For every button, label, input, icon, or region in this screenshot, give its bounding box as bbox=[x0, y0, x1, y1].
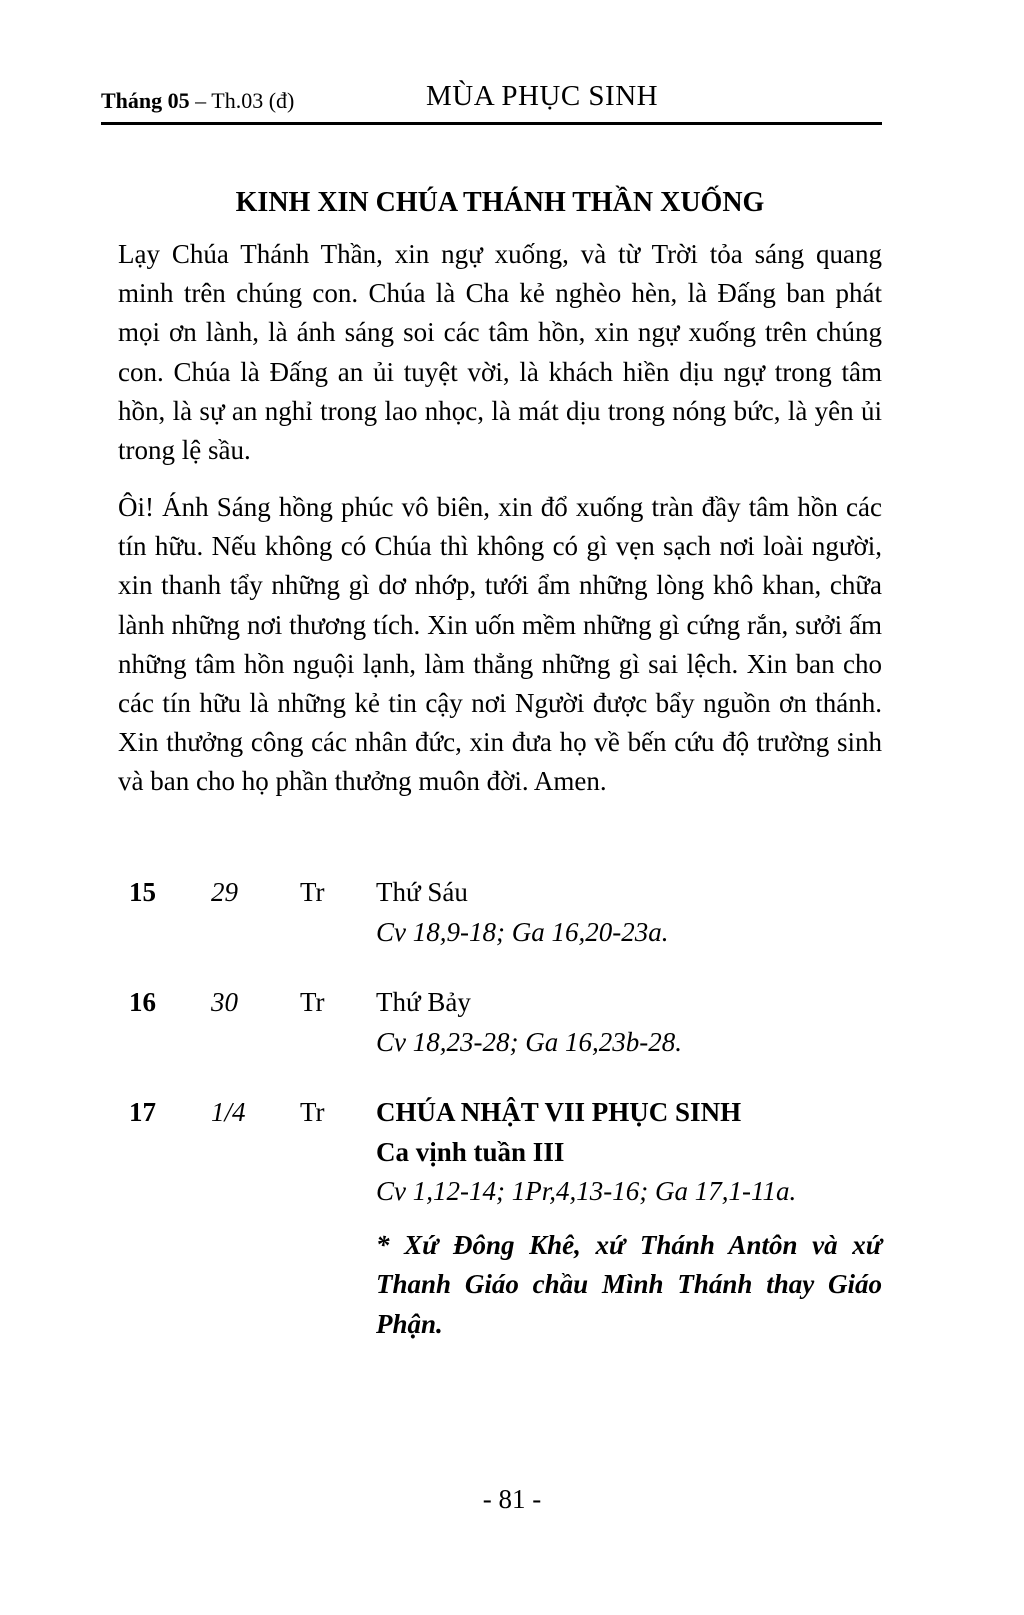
entry-description bbox=[376, 983, 882, 1062]
entry-description bbox=[376, 873, 882, 952]
entry-date: 29 bbox=[211, 877, 238, 907]
prayer-paragraph-2: Ôi! Ánh Sáng hồng phúc vô biên, xin đổ xuống tràn đầy tâm hồn các tín hữu. Nếu không có Chúa thì không có gì vẹn sạch nơi loài người, xin thanh tẩy những gì dơ nhớp, tưới ẩm những lòng khô khan, chữa lành những nơi thương tích. Xin uốn mềm những gì cứng rắn, sưởi ấm những tâm hồn nguội lạnh, làm thẳng những gì sai lệch. Xin ban cho các tín hữu là những kẻ tin cậy nơi Người được bẩy nguồn ơn thánh. Xin thưởng công các nhân đức, xin đưa họ về bến cứu độ trường sinh và ban cho họ phần thưởng muôn đời. Amen. bbox=[118, 492, 882, 797]
header-date-label bbox=[101, 88, 294, 114]
header-season-title: MÙA PHỤC SINH bbox=[426, 80, 659, 112]
prayer-title: KINH XIN CHÚA THÁNH THẦN XUỐNG bbox=[235, 187, 765, 218]
entry-readings: Cv 18,9-18; Ga 16,20-23a. bbox=[376, 916, 669, 947]
entry-number: 16 bbox=[129, 987, 156, 1017]
entry-number: 15 bbox=[129, 877, 156, 907]
header-week: Th.03 (đ) bbox=[211, 88, 295, 113]
entry-readings: Cv 18,23-28; Ga 16,23b-28. bbox=[376, 1026, 682, 1057]
page-number: - 81 - bbox=[482, 1484, 542, 1514]
entry-number: 17 bbox=[129, 1097, 156, 1127]
entry-psalter-week: Ca vịnh tuần III bbox=[376, 1136, 565, 1167]
entry-date: 1/4 bbox=[211, 1097, 246, 1127]
header-separator: – bbox=[189, 88, 212, 113]
page-header bbox=[101, 78, 882, 125]
entry-liturgical-color: Tr bbox=[300, 987, 325, 1017]
header-month: Tháng 05 bbox=[101, 88, 190, 113]
entry-note: * Xứ Đông Khê, xứ Thánh Antôn và xứ Thanh Giáo chầu Mình Thánh thay Giáo Phận. bbox=[376, 1229, 882, 1339]
entry-date: 30 bbox=[211, 987, 238, 1017]
entry-day: CHÚA NHẬT VII PHỤC SINH bbox=[376, 1097, 742, 1127]
entry-day: Thứ Bảy bbox=[376, 987, 471, 1017]
entry-day: Thứ Sáu bbox=[376, 877, 468, 907]
entry-description bbox=[376, 1093, 882, 1344]
entry-liturgical-color: Tr bbox=[300, 1097, 325, 1127]
prayer-paragraph-1: Lạy Chúa Thánh Thần, xin ngự xuống, và từ Trời tỏa sáng quang minh trên chúng con. Chúa là Cha kẻ nghèo hèn, là Đấng ban phát mọi ơn lành, là ánh sáng soi các tâm hồn, xin ngự xuống trên chúng con. Chúa là Đấng an ủi tuyệt vời, là khách hiền dịu ngự trong tâm hồn, là sự an nghỉ trong lao nhọc, là mát dịu trong nóng bức, là yên ủi trong lệ sầu. bbox=[118, 239, 882, 466]
entry-readings: Cv 1,12-14; 1Pr,4,13-16; Ga 17,1-11a. bbox=[376, 1176, 797, 1206]
entry-liturgical-color: Tr bbox=[300, 877, 325, 907]
